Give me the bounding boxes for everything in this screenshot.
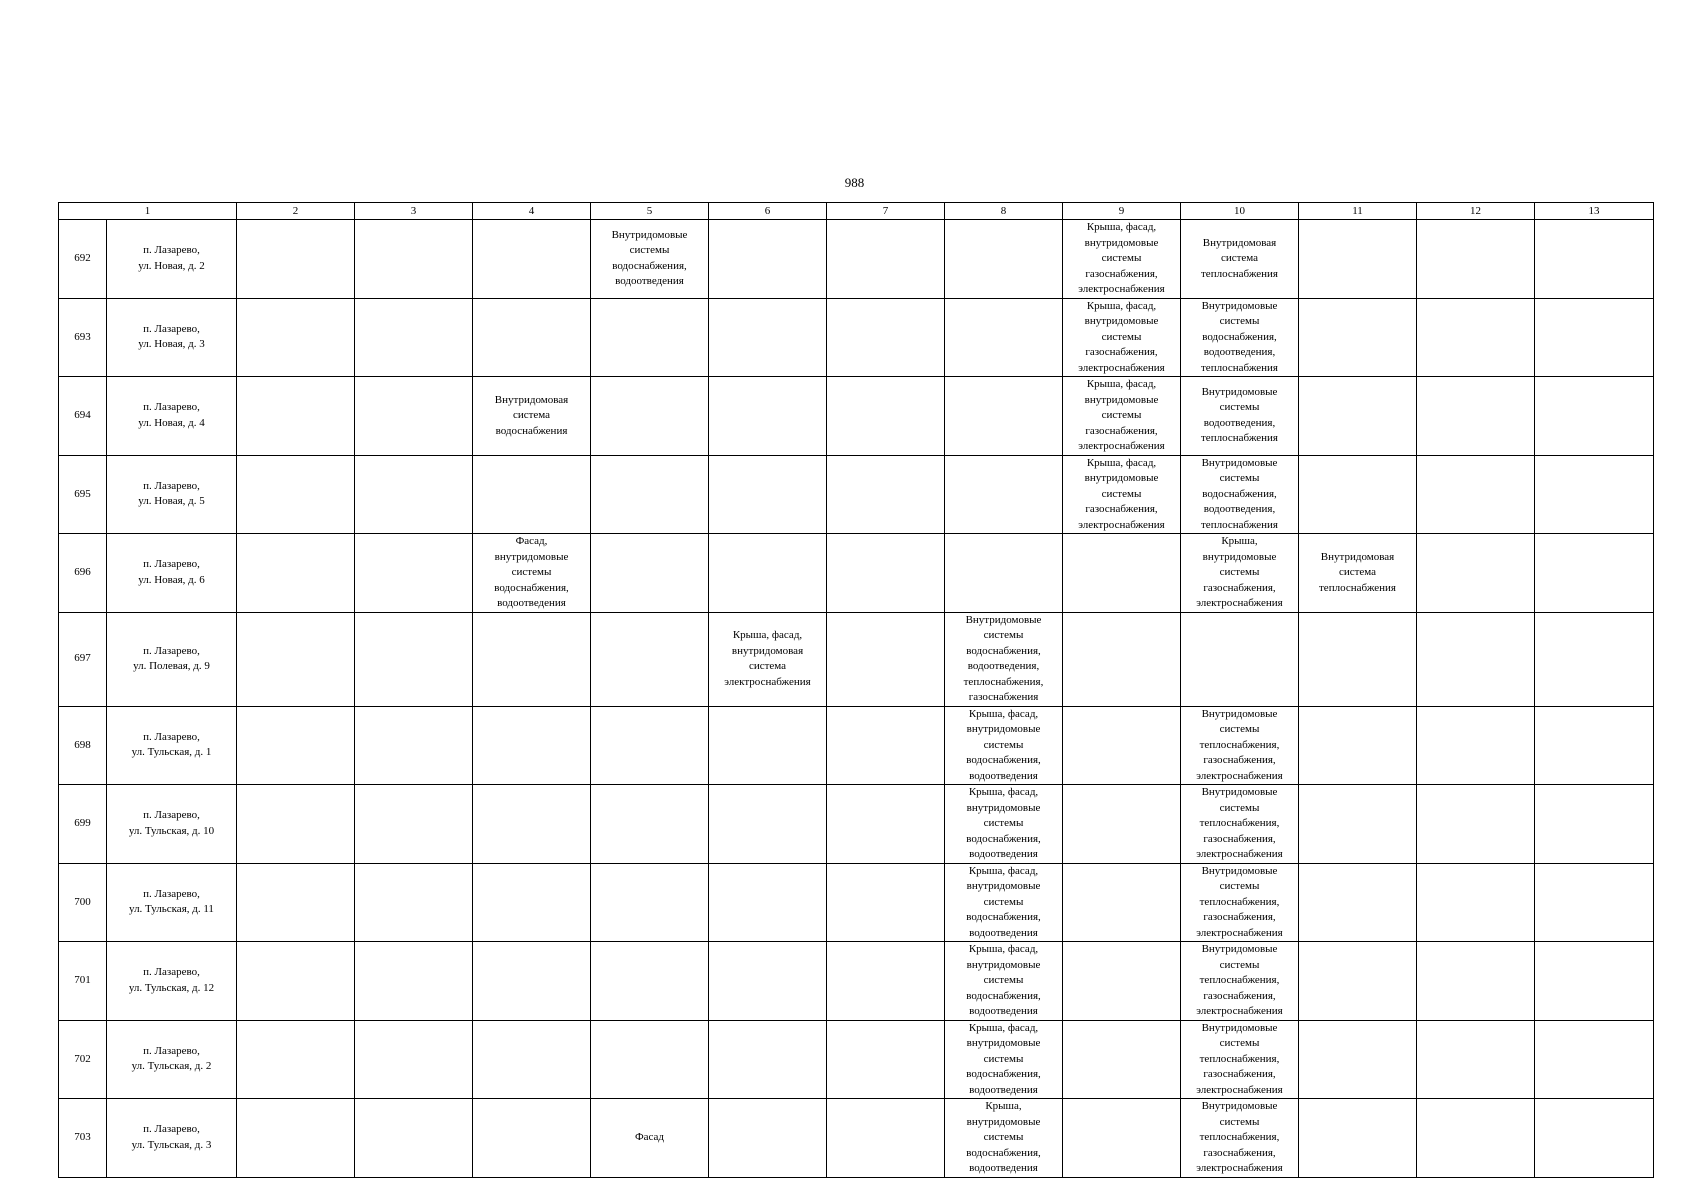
work-cell-col-3 [355, 534, 473, 613]
work-cell-col-12 [1417, 298, 1535, 377]
work-cell-col-11 [1299, 1099, 1417, 1178]
work-cell-col-10: Внутридомовые системы водоснабжения, водоотведения, теплоснабжения [1181, 455, 1299, 534]
work-cell-col-11 [1299, 706, 1417, 785]
work-cell-col-4 [473, 706, 591, 785]
work-cell-col-10: Внутридомовые системы теплоснабжения, газоснабжения, электроснабжения [1181, 863, 1299, 942]
work-cell-col-6 [709, 220, 827, 299]
column-header: 1 [59, 203, 237, 220]
work-cell-col-6 [709, 455, 827, 534]
work-cell-col-8: Внутридомовые системы водоснабжения, водоотведения, теплоснабжения, газоснабжения [945, 612, 1063, 706]
row-number: 699 [59, 785, 107, 864]
row-number: 692 [59, 220, 107, 299]
work-cell-col-3 [355, 785, 473, 864]
work-cell-col-6 [709, 534, 827, 613]
work-cell-col-11 [1299, 863, 1417, 942]
column-header: 3 [355, 203, 473, 220]
work-cell-col-7 [827, 612, 945, 706]
work-cell-col-12 [1417, 612, 1535, 706]
column-header: 6 [709, 203, 827, 220]
work-cell-col-2 [237, 706, 355, 785]
table-row [59, 220, 1654, 299]
table-row [59, 534, 1654, 613]
work-cell-col-3 [355, 377, 473, 456]
work-cell-col-9 [1063, 1020, 1181, 1099]
work-cell-col-5 [591, 612, 709, 706]
work-cell-col-13 [1535, 534, 1654, 613]
work-cell-col-13 [1535, 377, 1654, 456]
work-cell-col-11 [1299, 220, 1417, 299]
work-cell-col-12 [1417, 377, 1535, 456]
table-row [59, 863, 1654, 942]
work-cell-col-10: Внутридомовые системы теплоснабжения, газоснабжения, электроснабжения [1181, 706, 1299, 785]
work-cell-col-6 [709, 942, 827, 1021]
work-cell-col-8: Крыша, внутридомовые системы водоснабжения, водоотведения [945, 1099, 1063, 1178]
work-cell-col-5 [591, 863, 709, 942]
work-cell-col-13 [1535, 706, 1654, 785]
work-cell-col-8: Крыша, фасад, внутридомовые системы водоснабжения, водоотведения [945, 863, 1063, 942]
work-cell-col-7 [827, 706, 945, 785]
column-header: 12 [1417, 203, 1535, 220]
row-number: 694 [59, 377, 107, 456]
work-cell-col-4 [473, 298, 591, 377]
work-cell-col-7 [827, 863, 945, 942]
work-cell-col-7 [827, 942, 945, 1021]
work-cell-col-12 [1417, 1099, 1535, 1178]
work-cell-col-2 [237, 534, 355, 613]
table-row [59, 785, 1654, 864]
column-header: 2 [237, 203, 355, 220]
work-cell-col-9 [1063, 942, 1181, 1021]
work-cell-col-8 [945, 298, 1063, 377]
work-cell-col-4 [473, 1020, 591, 1099]
row-number: 697 [59, 612, 107, 706]
table-body [59, 203, 1654, 1178]
work-cell-col-10: Внутридомовые системы теплоснабжения, газоснабжения, электроснабжения [1181, 785, 1299, 864]
table-row [59, 1099, 1654, 1178]
address-cell: п. Лазарево, ул. Тульская, д. 11 [107, 863, 237, 942]
row-number: 695 [59, 455, 107, 534]
work-cell-col-9: Крыша, фасад, внутридомовые системы газоснабжения, электроснабжения [1063, 377, 1181, 456]
work-cell-col-5 [591, 455, 709, 534]
work-cell-col-3 [355, 298, 473, 377]
column-header: 9 [1063, 203, 1181, 220]
row-number: 702 [59, 1020, 107, 1099]
work-cell-col-9 [1063, 863, 1181, 942]
row-number: 703 [59, 1099, 107, 1178]
work-cell-col-7 [827, 534, 945, 613]
work-cell-col-10: Внутридомовые системы теплоснабжения, газоснабжения, электроснабжения [1181, 1020, 1299, 1099]
work-cell-col-13 [1535, 863, 1654, 942]
work-cell-col-8: Крыша, фасад, внутридомовые системы водоснабжения, водоотведения [945, 785, 1063, 864]
work-cell-col-4: Внутридомовая система водоснабжения [473, 377, 591, 456]
work-cell-col-12 [1417, 785, 1535, 864]
work-cell-col-3 [355, 455, 473, 534]
work-cell-col-7 [827, 377, 945, 456]
table-row [59, 942, 1654, 1021]
column-header: 5 [591, 203, 709, 220]
work-cell-col-9 [1063, 706, 1181, 785]
work-cell-col-7 [827, 298, 945, 377]
work-cell-col-12 [1417, 534, 1535, 613]
table-row [59, 1020, 1654, 1099]
work-cell-col-2 [237, 377, 355, 456]
address-cell: п. Лазарево, ул. Тульская, д. 1 [107, 706, 237, 785]
work-cell-col-6 [709, 1020, 827, 1099]
column-header: 13 [1535, 203, 1654, 220]
address-cell: п. Лазарево, ул. Новая, д. 4 [107, 377, 237, 456]
work-cell-col-7 [827, 220, 945, 299]
address-cell: п. Лазарево, ул. Новая, д. 2 [107, 220, 237, 299]
work-cell-col-3 [355, 1020, 473, 1099]
work-cell-col-6 [709, 785, 827, 864]
work-cell-col-4 [473, 220, 591, 299]
table-row [59, 612, 1654, 706]
work-cell-col-2 [237, 455, 355, 534]
work-cell-col-5: Внутридомовые системы водоснабжения, водоотведения [591, 220, 709, 299]
work-cell-col-10: Внутридомовая система теплоснабжения [1181, 220, 1299, 299]
work-cell-col-5 [591, 377, 709, 456]
address-cell: п. Лазарево, ул. Новая, д. 5 [107, 455, 237, 534]
work-cell-col-11 [1299, 377, 1417, 456]
work-cell-col-8: Крыша, фасад, внутридомовые системы водоснабжения, водоотведения [945, 706, 1063, 785]
column-header-row [59, 203, 1654, 220]
work-cell-col-11 [1299, 942, 1417, 1021]
work-cell-col-7 [827, 1099, 945, 1178]
work-cell-col-3 [355, 706, 473, 785]
work-cell-col-2 [237, 863, 355, 942]
work-cell-col-9 [1063, 612, 1181, 706]
work-cell-col-11 [1299, 612, 1417, 706]
work-cell-col-9: Крыша, фасад, внутридомовые системы газоснабжения, электроснабжения [1063, 298, 1181, 377]
work-cell-col-10: Внутридомовые системы водоотведения, теплоснабжения [1181, 377, 1299, 456]
address-cell: п. Лазарево, ул. Тульская, д. 10 [107, 785, 237, 864]
work-cell-col-3 [355, 942, 473, 1021]
work-cell-col-8 [945, 220, 1063, 299]
work-cell-col-2 [237, 220, 355, 299]
work-cell-col-3 [355, 1099, 473, 1178]
work-cell-col-10: Внутридомовые системы теплоснабжения, газоснабжения, электроснабжения [1181, 1099, 1299, 1178]
work-cell-col-6 [709, 706, 827, 785]
row-number: 693 [59, 298, 107, 377]
work-cell-col-12 [1417, 706, 1535, 785]
work-cell-col-13 [1535, 298, 1654, 377]
work-cell-col-8 [945, 455, 1063, 534]
table-row [59, 455, 1654, 534]
work-cell-col-4 [473, 455, 591, 534]
work-cell-col-6: Крыша, фасад, внутридомовая система электроснабжения [709, 612, 827, 706]
work-cell-col-2 [237, 785, 355, 864]
work-cell-col-12 [1417, 1020, 1535, 1099]
work-cell-col-10: Внутридомовые системы теплоснабжения, газоснабжения, электроснабжения [1181, 942, 1299, 1021]
work-cell-col-5 [591, 706, 709, 785]
address-cell: п. Лазарево, ул. Новая, д. 3 [107, 298, 237, 377]
work-cell-col-8 [945, 377, 1063, 456]
column-header: 8 [945, 203, 1063, 220]
column-header: 4 [473, 203, 591, 220]
work-cell-col-13 [1535, 785, 1654, 864]
work-cell-col-6 [709, 1099, 827, 1178]
work-cell-col-11: Внутридомовая система теплоснабжения [1299, 534, 1417, 613]
work-cell-col-9 [1063, 785, 1181, 864]
work-cell-col-10 [1181, 612, 1299, 706]
work-cell-col-8: Крыша, фасад, внутридомовые системы водоснабжения, водоотведения [945, 1020, 1063, 1099]
row-number: 696 [59, 534, 107, 613]
work-cell-col-11 [1299, 1020, 1417, 1099]
work-cell-col-12 [1417, 220, 1535, 299]
page-number: 988 [844, 175, 865, 190]
address-cell: п. Лазарево, ул. Новая, д. 6 [107, 534, 237, 613]
work-cell-col-5: Фасад [591, 1099, 709, 1178]
work-cell-col-12 [1417, 455, 1535, 534]
address-cell: п. Лазарево, ул. Тульская, д. 12 [107, 942, 237, 1021]
table-row [59, 298, 1654, 377]
column-header: 10 [1181, 203, 1299, 220]
work-cell-col-5 [591, 534, 709, 613]
row-number: 700 [59, 863, 107, 942]
work-cell-col-13 [1535, 942, 1654, 1021]
work-cell-col-8: Крыша, фасад, внутридомовые системы водоснабжения, водоотведения [945, 942, 1063, 1021]
table-row [59, 706, 1654, 785]
work-cell-col-2 [237, 942, 355, 1021]
work-cell-col-9: Крыша, фасад, внутридомовые системы газоснабжения, электроснабжения [1063, 455, 1181, 534]
work-cell-col-11 [1299, 785, 1417, 864]
work-cell-col-13 [1535, 220, 1654, 299]
work-cell-col-12 [1417, 863, 1535, 942]
repair-schedule-table [58, 202, 1654, 1178]
work-cell-col-5 [591, 1020, 709, 1099]
work-cell-col-2 [237, 1020, 355, 1099]
work-cell-col-9 [1063, 534, 1181, 613]
work-cell-col-9: Крыша, фасад, внутридомовые системы газоснабжения, электроснабжения [1063, 220, 1181, 299]
work-cell-col-8 [945, 534, 1063, 613]
work-cell-col-6 [709, 298, 827, 377]
column-header: 7 [827, 203, 945, 220]
address-cell: п. Лазарево, ул. Тульская, д. 2 [107, 1020, 237, 1099]
work-cell-col-9 [1063, 1099, 1181, 1178]
work-cell-col-6 [709, 863, 827, 942]
row-number: 701 [59, 942, 107, 1021]
work-cell-col-13 [1535, 1099, 1654, 1178]
work-cell-col-10: Крыша, внутридомовые системы газоснабжения, электроснабжения [1181, 534, 1299, 613]
work-cell-col-7 [827, 455, 945, 534]
address-cell: п. Лазарево, ул. Полевая, д. 9 [107, 612, 237, 706]
row-number: 698 [59, 706, 107, 785]
work-cell-col-5 [591, 298, 709, 377]
work-cell-col-3 [355, 612, 473, 706]
work-cell-col-2 [237, 612, 355, 706]
work-cell-col-4 [473, 942, 591, 1021]
work-cell-col-10: Внутридомовые системы водоснабжения, водоотведения, теплоснабжения [1181, 298, 1299, 377]
table-row [59, 377, 1654, 456]
work-cell-col-13 [1535, 455, 1654, 534]
work-cell-col-5 [591, 942, 709, 1021]
work-cell-col-13 [1535, 612, 1654, 706]
work-cell-col-7 [827, 785, 945, 864]
work-cell-col-4: Фасад, внутридомовые системы водоснабжения, водоотведения [473, 534, 591, 613]
work-cell-col-4 [473, 785, 591, 864]
address-cell: п. Лазарево, ул. Тульская, д. 3 [107, 1099, 237, 1178]
work-cell-col-7 [827, 1020, 945, 1099]
work-cell-col-2 [237, 1099, 355, 1178]
work-cell-col-5 [591, 785, 709, 864]
work-cell-col-11 [1299, 298, 1417, 377]
work-cell-col-6 [709, 377, 827, 456]
work-cell-col-3 [355, 863, 473, 942]
work-cell-col-4 [473, 863, 591, 942]
work-cell-col-2 [237, 298, 355, 377]
column-header: 11 [1299, 203, 1417, 220]
work-cell-col-4 [473, 612, 591, 706]
work-cell-col-11 [1299, 455, 1417, 534]
work-cell-col-12 [1417, 942, 1535, 1021]
work-cell-col-4 [473, 1099, 591, 1178]
work-cell-col-3 [355, 220, 473, 299]
work-cell-col-13 [1535, 1020, 1654, 1099]
